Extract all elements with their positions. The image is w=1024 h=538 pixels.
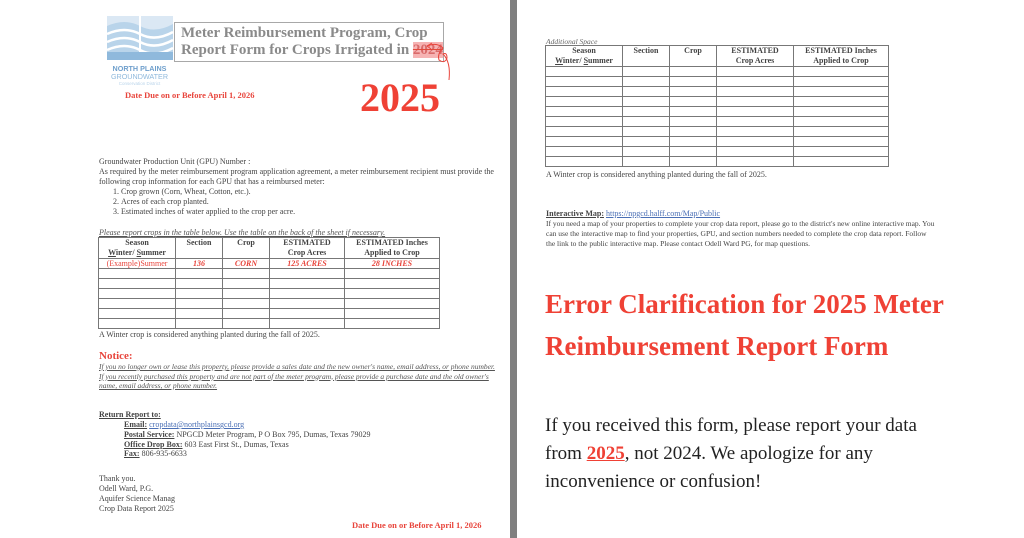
due-date-top: Date Due on or Before April 1, 2026: [125, 90, 255, 100]
winter-crop-note: A Winter crop is considered anything planted during the fall of 2025.: [546, 170, 767, 179]
error-clarification-body: If you received this form, please report your data from 2025, not 2024. We apologize for any inconvenience or confusion!: [545, 415, 917, 492]
table-row: [546, 77, 889, 87]
table-row: [546, 147, 889, 157]
postal-label: Postal Service:: [124, 429, 175, 439]
signoff-line: Aquifer Science Manag: [99, 494, 175, 503]
notice-line-purchased: If you recently purchased this property and are not part of the meter program, please provide a purchase date and the old owner's name, email address, or phone number.: [99, 371, 489, 390]
table-row: [99, 319, 440, 329]
postal-value: NPGCD Meter Program, P O Box 795, Dumas, Texas 79029: [176, 429, 371, 439]
header-section: Section: [623, 46, 670, 67]
water-waves-icon: [103, 16, 176, 60]
winter-crop-note: A Winter crop is considered anything planted during the fall of 2025.: [99, 330, 320, 339]
interactive-map-heading: [546, 209, 720, 218]
cell-section[interactable]: 136: [176, 259, 223, 269]
email-link[interactable]: cropdata@northplainsgcd.org: [149, 420, 245, 429]
header-inches: ESTIMATED Inches Applied to Crop: [794, 46, 889, 67]
table-row: [99, 289, 440, 299]
table-row: [99, 269, 440, 279]
struck-year: 2024: [412, 42, 443, 58]
highlight-year: 2025: [586, 443, 625, 464]
return-details: [124, 420, 371, 459]
fax-value: 806-935-6633: [141, 449, 187, 459]
dropbox-value: 603 East First St., Dumas, Texas: [184, 439, 289, 449]
dropbox-label: Office Drop Box:: [124, 439, 183, 449]
requirements-block: [99, 167, 499, 217]
page-divider: [510, 0, 517, 538]
signoff-line: Thank you.: [99, 474, 136, 483]
interactive-map-label: Interactive Map:: [546, 209, 604, 218]
fax-label: Fax:: [124, 449, 140, 459]
table-header-row: [99, 238, 440, 259]
table-row: [546, 137, 889, 147]
requirements-list: [99, 187, 499, 217]
header-season: Season Winter/ Summer: [99, 238, 176, 259]
requirement-item: 1. Crop grown (Corn, Wheat, Cotton, etc.).: [121, 187, 499, 197]
interactive-map-text: If you need a map of your properties to complete your crop data report, please go to the district's new online interactive map. You can use the interactive map to find your properties, GPU, and section numbers needed to complete the crop data report. Follow the link to the public interactive map. Please contact Odell Ward PG, for map questions.: [546, 219, 935, 248]
table-header-row: [546, 46, 889, 67]
npgcd-logo: [103, 16, 176, 86]
signoff-block: [99, 474, 175, 514]
crop-report-table: [98, 237, 440, 329]
header-acres: ESTIMATED Crop Acres: [717, 46, 794, 67]
notice-text: [99, 362, 499, 391]
header-season: Season Winter/ Summer: [546, 46, 623, 67]
signoff-line: Odell Ward, P.G.: [99, 484, 154, 493]
table-row: [546, 67, 889, 77]
requirements-intro: As required by the meter reimbursement program application agreement, a meter reimbursement recipient must provide the following crop information for each GPU that has a reimbursed meter:: [99, 167, 494, 186]
table-row: [546, 127, 889, 137]
gpu-number-label: Groundwater Production Unit (GPU) Number :: [99, 157, 251, 166]
logo-line2: GROUNDWATER: [110, 72, 169, 81]
table-row: [546, 157, 889, 167]
due-date-bottom: Date Due on or Before April 1, 2026: [352, 520, 482, 530]
logo-line1: NORTH PLAINS: [112, 64, 167, 73]
header-crop: Crop: [670, 46, 717, 67]
form-title-line1: Meter Reimbursement Program, Crop: [181, 25, 428, 41]
additional-crop-table: [545, 45, 889, 167]
form-title-box: [174, 22, 444, 62]
corrected-year: 2025: [360, 75, 440, 120]
header-acres: ESTIMATED Crop Acres: [270, 238, 345, 259]
table-instruction: Please report crops in the table below. Use the table on the back of the sheet if necessary.: [99, 228, 386, 237]
table-row: [546, 97, 889, 107]
notice-line-sold: If you no longer own or lease this property, please provide a sales date and the new owner's name, email address, or phone number.: [99, 362, 495, 371]
table-row: [546, 117, 889, 127]
additional-space-label: Additional Space: [546, 37, 598, 46]
table-row-example: [99, 259, 440, 269]
table-row: [546, 107, 889, 117]
interactive-map-link[interactable]: https://npgcd.halff.com/Map/Public: [605, 209, 721, 218]
table-row: [99, 309, 440, 319]
signoff-line: Crop Data Report 2025: [99, 504, 174, 513]
header-inches: ESTIMATED Inches Applied to Crop: [345, 238, 440, 259]
requirement-item: 2. Acres of each crop planted.: [121, 197, 499, 207]
notice-heading: Notice:: [99, 350, 133, 362]
header-crop: Crop: [223, 238, 270, 259]
table-row: [99, 299, 440, 309]
cell-inches[interactable]: 28 INCHES: [345, 259, 440, 269]
error-clarification-heading: Error Clarification for 2025 Meter Reimbursement Report Form: [545, 289, 944, 361]
table-row: [546, 87, 889, 97]
cell-season[interactable]: (Example)Summer: [99, 259, 176, 269]
form-title-line2: Report Form for Crops Irrigated in: [181, 42, 413, 58]
cell-crop[interactable]: CORN: [223, 259, 270, 269]
requirement-item: 3. Estimated inches of water applied to the crop per acre.: [121, 207, 499, 217]
cell-acres[interactable]: 125 ACRES: [270, 259, 345, 269]
email-label: Email:: [124, 420, 148, 429]
header-section: Section: [176, 238, 223, 259]
table-row: [99, 279, 440, 289]
return-heading: Return Report to:: [99, 410, 161, 419]
logo-line3: Conservation District: [118, 81, 161, 86]
